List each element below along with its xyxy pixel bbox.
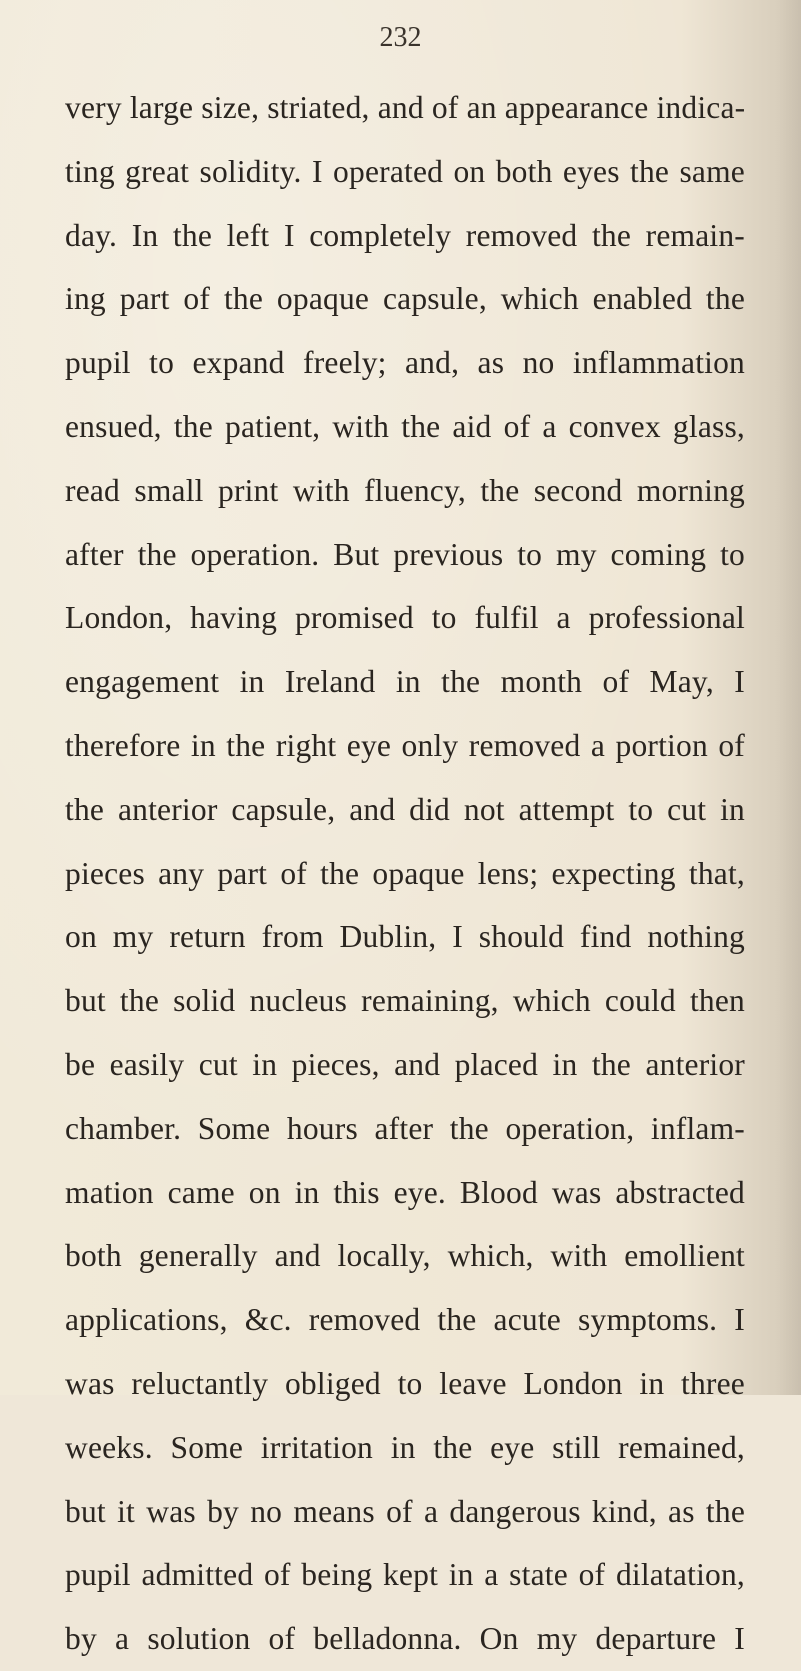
text-line: pieces any part of the opaque lens; expecting that, bbox=[65, 855, 745, 891]
text-line: be easily cut in pieces, and placed in the anterior bbox=[65, 1046, 745, 1082]
text-line: very large size, striated, and of an appearance indica- bbox=[65, 90, 746, 125]
text-line: therefore in the right eye only removed a portion of bbox=[65, 727, 745, 763]
text-line: both generally and locally, which, with emollient bbox=[65, 1238, 745, 1274]
text-line: pupil admitted of being kept in a state of dilatation, bbox=[65, 1557, 745, 1593]
text-line: ting great solidity. I operated on both eyes the same bbox=[65, 153, 745, 189]
text-line: mation came on in this eye. Blood was abstracted bbox=[65, 1174, 745, 1210]
text-line: chamber. Some hours after the operation, inflam- bbox=[65, 1110, 745, 1146]
text-line: but it was by no means of a dangerous kind, as the bbox=[65, 1493, 745, 1529]
text-line: was reluctantly obliged to leave London in three bbox=[65, 1365, 745, 1401]
text-line: read small print with fluency, the second morning bbox=[65, 472, 745, 508]
text-line: after the operation. But previous to my coming to bbox=[65, 536, 745, 572]
text-line: pupil to expand freely; and, as no inflammation bbox=[65, 345, 745, 381]
text-line: applications, &c. removed the acute symptoms. I bbox=[65, 1302, 745, 1338]
text-line: engagement in Ireland in the month of May, I bbox=[65, 664, 745, 700]
body-text bbox=[65, 76, 745, 1671]
page-number: 232 bbox=[379, 22, 422, 53]
text-line: on my return from Dublin, I should find nothing bbox=[65, 919, 745, 955]
text-line: ing part of the opaque capsule, which enabled the bbox=[65, 281, 745, 317]
text-line: day. In the left I completely removed the remain- bbox=[65, 217, 745, 253]
text-line: but the solid nucleus remaining, which could then bbox=[65, 983, 745, 1019]
text-line: weeks. Some irritation in the eye still remained, bbox=[65, 1429, 745, 1465]
text-line: ensued, the patient, with the aid of a convex glass, bbox=[65, 408, 745, 444]
text-line: the anterior capsule, and did not attempt to cut in bbox=[65, 791, 745, 827]
text-line: London, having promised to fulfil a professional bbox=[65, 600, 745, 636]
text-line: by a solution of belladonna. On my departure I bbox=[65, 1621, 745, 1657]
